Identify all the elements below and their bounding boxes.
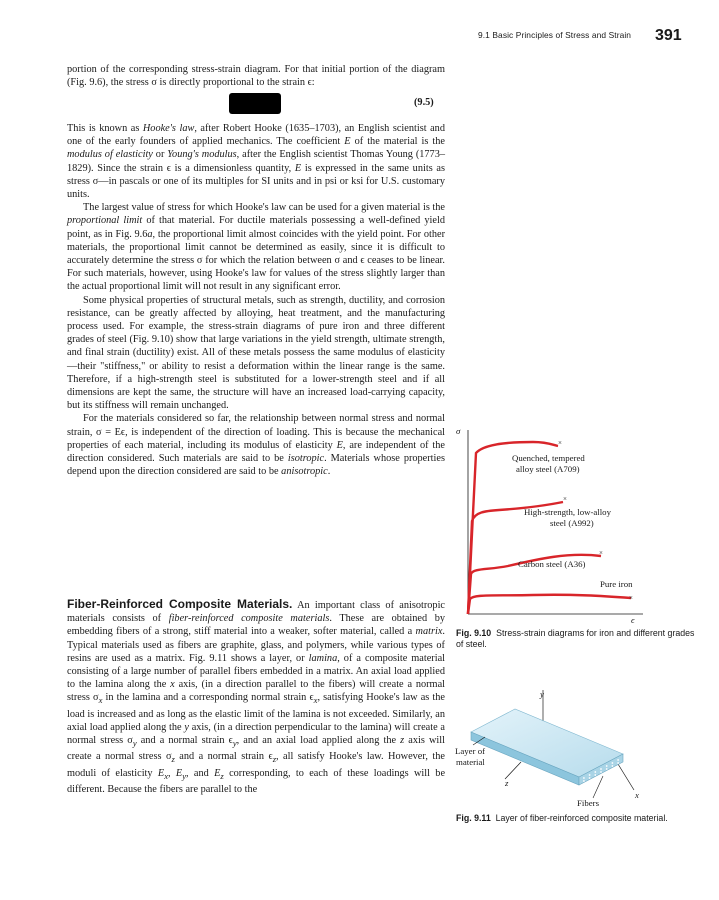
body-text — [67, 122, 445, 478]
fibers-leader-line — [593, 776, 603, 798]
fiber-end-dot — [612, 765, 614, 767]
equation-9-5-redacted — [229, 93, 281, 114]
axis-z-label: z — [505, 778, 509, 788]
composite-lamina-diagram — [453, 682, 688, 812]
isotropic-paragraph: For the materials considered so far, the relationship between normal stress and normal strain, σ = Eϵ, is independent of the direction of loading. This is because the mechanical properties of each material, including its modulus of elasticity E, are independent of the direction considered. Such materials are said to be isotropic. Materials whose properties depend upon the direction considered are said to be anisotropic. — [67, 413, 445, 478]
label-a709-line1: Quenched, tempered — [512, 453, 585, 463]
fiber-end-dot — [594, 774, 596, 776]
fracture-mark-pure-iron: × — [629, 594, 633, 602]
x-axis-line — [618, 764, 634, 790]
running-head: 9.1 Basic Principles of Stress and Strain — [478, 30, 632, 40]
fiber-end-dot — [606, 765, 608, 767]
axis-y-label: y — [540, 689, 544, 699]
page-number: 391 — [655, 27, 682, 44]
figure-9-11-caption: Fig. 9.11 Layer of fiber-reinforced composite material. — [456, 813, 668, 823]
fiber-end-dot — [617, 762, 619, 764]
fiber-paragraph: Fiber-Reinforced Composite Materials. An important class of anisotropic materials consists of fiber-reinforced composite materials. These are obtained by embedding fibers of a strong, stiff material into a weaker, softer material, called a matrix. Typical materials used as fibers are graphite, glass, and polymers, while various types of resins are used as a matrix. Fig. 9.11 shows a layer, or lamina, of a composite material consisting of a large number of parallel fibers embedded in a matrix. An axial load applied to the lamina along the x axis, (in a direction parallel to the fibers) will create a normal stress $\sigma_x$ in the lamina and a corresponding normal strain $\epsilon_x$, satisfying Hooke's law as the load is increased and as long as the elastic limit of the lamina is not exceeded. Similarly, an axial load applied along the y axis, (in a direction perpendicular to the lamina) will create a normal stress $\sigma_y$ and a normal strain $\epsilon_y$, and an axial load applied along the z axis will create a normal stress $\sigma_z$ and a normal strain $\epsilon_z$, all satisfy Hooke's law. However, the moduli of elasticity $E_x$, $E_y$, and $E_z$ corresponding, to each of these loadings will be different. Because the fibers are parallel to the — [67, 597, 446, 795]
equation-number: (9.5) — [414, 97, 434, 108]
z-axis-line — [505, 762, 521, 779]
fiber-end-dot — [612, 762, 614, 764]
proportional-limit-paragraph: The largest value of stress for which Hooke's law can be used for a given material is the proportional limit of that material. For ductile materials possessing a well-defined yield point, as in Fig. 9.6a, the proportional limit almost coincides with the yield point. For other materials, the proportional limit cannot be determined as easily, since it is difficult to accurately determine the stress σ for which the relation between σ and ϵ ceases to be linear. For such materials, however, using Hooke's law for values of the stress slightly larger than the actual proportional limit will not result in any significant error. — [67, 202, 445, 293]
label-a36: Carbon steel (A36) — [518, 559, 586, 569]
fiber-end-dot — [594, 771, 596, 773]
fiber-end-dot — [617, 759, 619, 761]
section-heading: Fiber-Reinforced Composite Materials. — [67, 597, 293, 611]
curve-pure-iron — [468, 595, 631, 614]
fiber-end-dot — [600, 771, 602, 773]
label-a709-line2: alloy steel (A709) — [516, 464, 580, 474]
layer-label-line2: material — [456, 757, 485, 767]
stress-strain-diagram — [453, 418, 688, 623]
figure-9-10-caption: Fig. 9.10 Stress-strain diagrams for iron and different grades of steel. — [456, 628, 695, 649]
fiber-end-dot — [583, 777, 585, 779]
fiber-end-dot — [583, 780, 585, 782]
intro-paragraph — [67, 63, 445, 89]
x-axis-label: ϵ — [631, 615, 635, 623]
fibers-label: Fibers — [577, 798, 599, 808]
label-pure-iron: Pure iron — [600, 579, 633, 589]
axis-x-label: x — [635, 790, 639, 800]
fiber-section — [67, 598, 445, 796]
fiber-end-dot — [606, 768, 608, 770]
hooke-paragraph: This is known as Hooke's law, after Robert Hooke (1635–1703), an English scientist and one of the early founders of applied mechanics. The coefficient E of the material is the modulus of elasticity or Young's modulus, after the English scientist Thomas Young (1773–1829). Since the strain ϵ is a dimensionless quantity, E is expressed in the same units as stress σ—in pascals or one of its multiples for SI units and in psi or ksi for U.S. customary units. — [67, 123, 445, 201]
layer-label-line1: Layer of — [455, 746, 486, 756]
physical-properties-paragraph: Some physical properties of structural metals, such as strength, ductility, and corrosion resistance, can be greatly affected by alloying, heat treatment, and the manufacturing process used. For example, the stress-strain diagrams of pure iron and three different grades of steel (Fig. 9.10) show that large variations in the yield strength, ultimate strength, and final strain (ductility) exist. All of these metals possess the same modulus of elasticity—their "stiffness," or ability to resist a deformation within the linear range is the same. Therefore, if a high-strength steel is substituted for a lower-strength steel and if all dimensions are kept the same, the structure will have an increased load-carrying capacity, but its stiffness will remain unchanged. — [67, 294, 445, 412]
fiber-end-dot — [589, 774, 591, 776]
fracture-mark-a709: × — [558, 439, 562, 447]
fiber-end-dot — [589, 777, 591, 779]
intro-text: portion of the corresponding stress-strain diagram. For that initial portion of the diagram (Fig. 9.6), the stress σ is directly proportional to the strain ϵ: — [67, 64, 445, 89]
fracture-mark-a992: × — [563, 495, 567, 503]
label-a992-line1: High-strength, low-alloy — [524, 507, 611, 517]
y-axis-label: σ — [456, 426, 461, 436]
fracture-mark-a36: × — [599, 549, 603, 557]
fiber-end-dot — [600, 768, 602, 770]
label-a992-line2: steel (A992) — [550, 518, 594, 528]
